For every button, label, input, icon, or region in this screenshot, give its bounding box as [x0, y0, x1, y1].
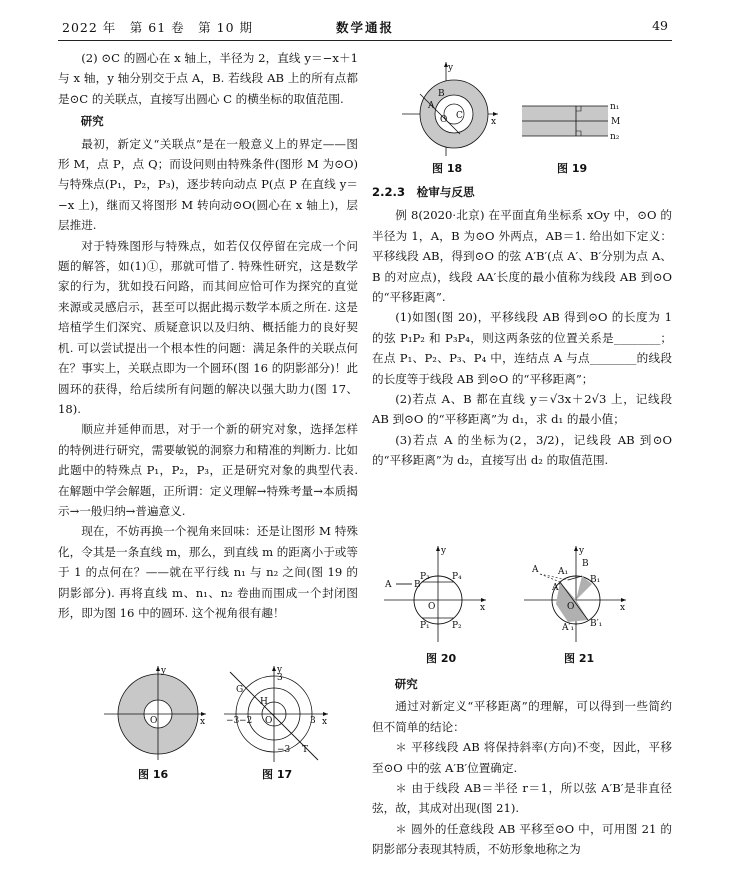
page-header: [62, 18, 668, 40]
page-number: 49: [652, 18, 668, 33]
journal-title: 数学通报: [335, 20, 394, 35]
fig20-label-o: O: [428, 602, 436, 612]
fig17-label-y: y: [277, 665, 283, 675]
left-para-2: 最初，新定义“关联点”是在一般意义上的界定——图形 M，点 P，点 Q；而设问则由特殊条件(图形 M 为⊙O)与特殊点(P₁，P₂，P₃)，逐步转向动点 P(点 P 在直线 y＝−x 上)，继而又将图形 M 转向动⊙O(圆心在 x 轴上)，层层推进.: [58, 136, 358, 233]
fig19-label-n1: n₁: [610, 102, 620, 112]
fig20-label-x: x: [480, 603, 486, 613]
fig18-label-b: B: [438, 89, 445, 99]
fig20-label-p2: P₂: [452, 621, 462, 631]
figure-21: [520, 544, 630, 644]
fig18-label-c: C: [456, 111, 463, 121]
figure-20: [382, 544, 492, 644]
fig19-label-n2: n₂: [610, 132, 620, 142]
fig18-label-x: x: [491, 117, 497, 127]
left-para-5: 现在，不妨再换一个视角来回味：还是让图形 M 特殊化，令其是一条直线 m，那么，到直线 m 的距离小于或等于 1 的点何在？——就在平行线 n₁ 与 n₂ 之间(图 19 的阴影部分). 再将直线 m、n₁、n₂ 卷曲而围成一个封闭图形，即为图 16 中的圆环. 这个视角很有趣！: [58, 524, 358, 620]
fig20-label-y: y: [441, 546, 447, 556]
fig16-label-y: y: [161, 666, 167, 676]
fig17-tick-m3: −3: [226, 716, 240, 726]
fig17-tick-m2: −2: [239, 716, 253, 726]
fig21-label-a: A: [532, 565, 539, 575]
lower-para-3: ＊ 由于线段 AB＝半径 r＝1，所以弦 A′B′是非直径弦，故，其成对出现(图 21).: [372, 781, 672, 816]
header-rule: [58, 40, 672, 41]
figure-19-caption: 图 19: [557, 162, 588, 175]
figure-18-caption: 图 18: [432, 162, 463, 175]
left-para-1: 研究: [80, 114, 104, 129]
fig17-label-x: x: [322, 717, 328, 727]
fig20-label-a: A: [385, 580, 392, 590]
fig17-tick-ym3: −3: [277, 745, 291, 755]
right-column: [372, 180, 672, 471]
right-column-lower: [372, 672, 672, 860]
lower-para-1: 通过对新定义“平移距离”的理解，可以得到一些简约但不简单的结论：: [372, 699, 672, 734]
fig17-label-g: G: [236, 685, 244, 695]
left-column: [58, 48, 358, 623]
fig18-label-a: A: [428, 101, 435, 111]
right-para-1: 例 8(2020·北京) 在平面直角坐标系 xOy 中，⊙O 的半径为 1，A，B 为⊙O 外两点，AB＝1. 给出如下定义：平移线段 AB，得到⊙O 的弦 A′B′(点 A′、B′分别为点 A、B 的对应点)，线段 AA′长度的最小值称为线段 AB 到⊙O 的“平移距离”.: [372, 208, 672, 305]
figure-19: [518, 96, 628, 156]
fig21-label-b: B: [582, 559, 589, 569]
fig17-tick-3: 3: [310, 716, 316, 726]
fig17-label-o: O: [265, 716, 273, 726]
figure-17: [222, 664, 332, 764]
fig16-label-o: O: [150, 716, 158, 726]
fig17-label-t: T: [302, 745, 309, 755]
fig20-label-p3: P₃: [420, 572, 430, 582]
fig18-label-y: y: [448, 63, 454, 73]
fig21-label-ap: A′: [552, 583, 561, 593]
fig21-label-x: x: [620, 603, 626, 613]
left-para-4: 顺应并延伸而思，对于一个新的研究对象，选择怎样的特例进行研究，需要敏锐的洞察力和精准的判断力. 比如此题中的特殊点 P₁，P₂，P₃，正是研究对象的典型代表. 在解题中学会解题，正所谓：定义理解→特殊考量→本质揭示→一般归纳→普遍意义.: [58, 422, 358, 518]
right-para-3: (2)若点 A、B 都在直线 y＝√3x＋2√3 上，记线段 AB 到⊙O 的“平移距离”为 d₁，求 d₁ 的最小值；: [372, 392, 672, 427]
fig17-tick-y3: 3: [277, 673, 283, 683]
right-para-2: (1)如图(图 20)，平移线段 AB 得到⊙O 的长度为 1 的弦 P₁P₂ 和 P₃P₄，则这两条弦的位置关系是________；在点 P₁、P₂、P₃、P₄ 中，连结点 A 与点________的线段的长度等于线段 AB 到⊙O 的“平移距离”；: [372, 310, 672, 386]
figure-18: [400, 58, 500, 158]
fig20-label-b: B: [414, 580, 421, 590]
figure-16-caption: 图 16: [138, 768, 169, 781]
right-para-0: 2.2.3 检审与反思: [372, 185, 475, 199]
fig20-label-p4: P₄: [452, 572, 462, 582]
figure-17-caption: 图 17: [262, 768, 293, 781]
figure-21-caption: 图 21: [564, 652, 595, 665]
left-para-3: 对于特殊图形与特殊点，如若仅仅停留在完成一个问题的解答，如(1)①，那就可惜了. 特殊性研究，这是数学家的行为，犹如投石问路，而其间应恰可作为探究的直觉来源或灵感启示，甚至可以据此揭示数学本质之所在. 这是培植学生们深究、质疑意识以及归纳、概括能力的良好契机. 可以尝试提出一个根本性的问题：满足条件的关联点何在？事实上，关联点即为一个圆环(图 16 的阴影部分)！此圆环的获得，给后续所有问题的解决以强大助力(图 17、18).: [58, 238, 358, 416]
lower-para-0: 研究: [394, 677, 418, 691]
lower-para-2: ＊ 平移线段 AB 将保持斜率(方向)不变，因此，平移至⊙O 中的弦 A′B′位置确定.: [372, 740, 672, 775]
fig21-label-b1: B₁: [590, 575, 601, 585]
right-para-4: (3)若点 A 的坐标为(2，3/2)，记线段 AB 到⊙O 的“平移距离”为 d₂，直接写出 d₂ 的取值范围.: [372, 432, 672, 468]
figure-20-caption: 图 20: [426, 652, 457, 665]
fig21-label-a1p: A′₁: [562, 623, 575, 633]
lower-para-4: ＊ 圆外的任意线段 AB 平移至⊙O 中，可用图 21 的阴影部分表现其特质，不妨形象地称之为: [372, 821, 672, 857]
figure-16: [100, 664, 210, 764]
fig16-label-x: x: [200, 717, 206, 727]
fig21-label-a1: A₁: [558, 567, 569, 577]
fig19-label-m: M: [611, 117, 621, 127]
journal-issue: 2022 年 第 61 卷 第 10 期: [62, 20, 253, 35]
fig20-label-p1: P₁: [420, 621, 430, 631]
fig17-label-h: H: [260, 697, 268, 707]
fig21-label-o: O: [567, 602, 575, 612]
fig18-label-o: O: [440, 115, 448, 125]
left-para-0: (2) ⊙C 的圆心在 x 轴上，半径为 2，直线 y＝−x＋1 与 x 轴，y 轴分别交于点 A，B. 若线段 AB 上的所有点都是⊙C 的关联点，直接写出圆心 C 的横坐标的取值范围.: [58, 51, 358, 106]
fig21-label-y: y: [579, 546, 585, 556]
fig21-label-b1p: B′₁: [590, 619, 603, 629]
